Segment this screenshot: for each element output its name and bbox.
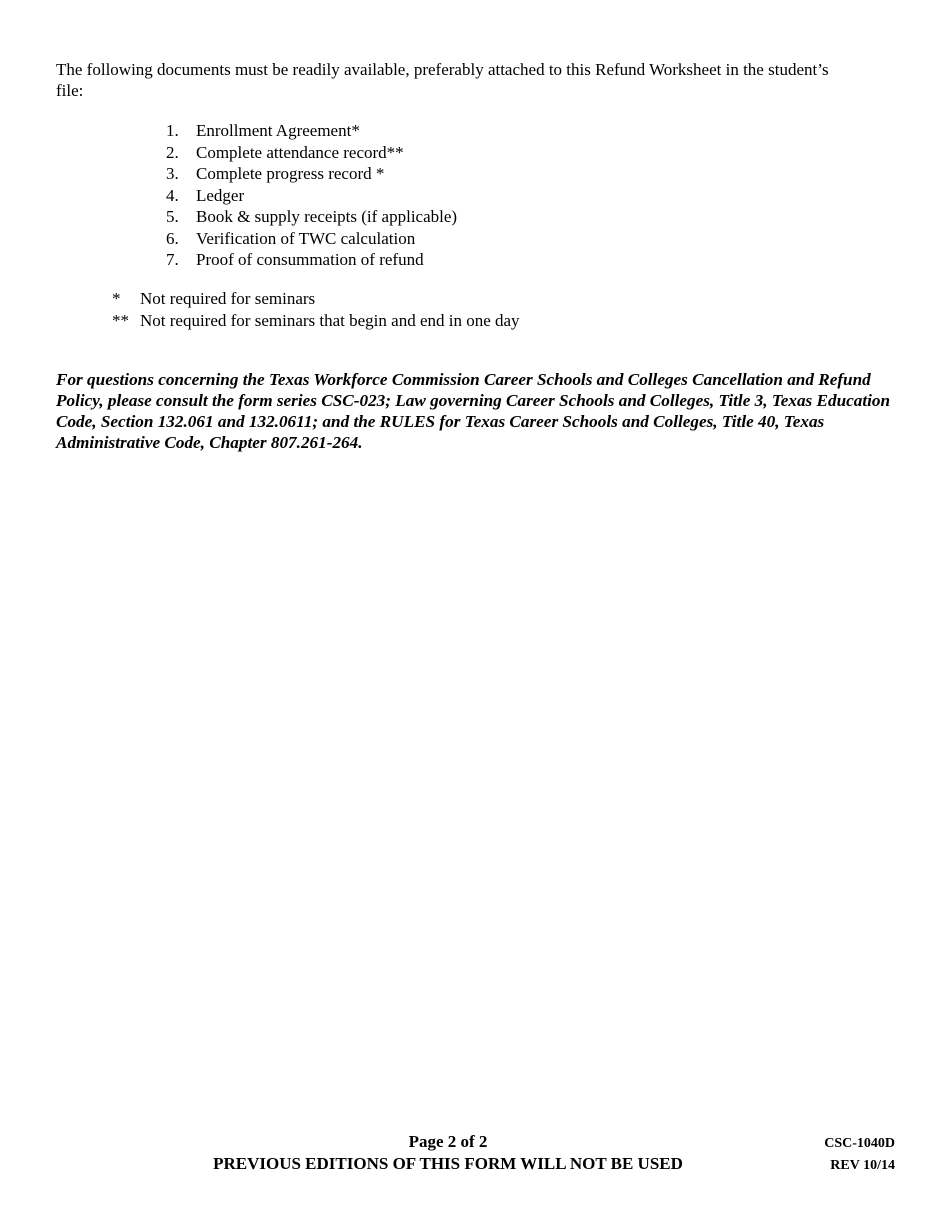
list-item [166, 228, 457, 250]
list-item [166, 206, 457, 228]
list-item-label: Verification of TWC calculation [196, 228, 416, 248]
footnote-text: Not required for seminars that begin and end in one day [140, 311, 520, 330]
form-revision: REV 10/14 [830, 1158, 895, 1173]
list-item-label: Complete attendance record** [196, 142, 404, 162]
footnote [112, 310, 520, 332]
list-item [166, 120, 457, 142]
list-item-number: 4. [166, 185, 179, 205]
list-item [166, 185, 457, 207]
form-id: CSC-1040D [824, 1136, 895, 1151]
policy-reference-paragraph: For questions concerning the Texas Workforce Commission Career Schools and Colleges Cancellation and Refund Policy, please consult the form series CSC-023; Law governing Career Schools and Colleges, Title 3, Texas Education Code, Section 132.061 and 132.0611; and the RULES for Texas Career Schools and Colleges, Title 40, Texas Administrative Code, Chapter 807.261-264. [56, 370, 891, 452]
list-item [166, 249, 457, 271]
list-item-label: Proof of consummation of refund [196, 250, 424, 269]
footnote-mark: ** [112, 311, 129, 330]
list-item-number: 5. [166, 207, 179, 226]
list-item-label: Book & supply receipts (if applicable) [196, 207, 458, 226]
list-item [166, 142, 457, 164]
list-item-number: 3. [166, 164, 179, 183]
required-documents-list [166, 120, 457, 271]
list-item-number: 7. [166, 250, 179, 269]
footnote-text: Not required for seminars [140, 289, 316, 308]
intro-paragraph: The following documents must be readily available, preferably attached to this Refund Worksheet in the student’s file: [56, 60, 829, 100]
form-identifier [790, 1133, 895, 1177]
editions-notice: PREVIOUS EDITIONS OF THIS FORM WILL NOT BE USED [213, 1154, 683, 1173]
page-footer [150, 1131, 746, 1175]
page-number: Page 2 of 2 [408, 1132, 488, 1151]
list-item-number: 6. [166, 228, 179, 248]
footnote-mark: * [112, 289, 121, 308]
footnotes-list [112, 288, 520, 332]
list-item-label: Complete progress record * [196, 164, 385, 183]
list-item-label: Ledger [196, 185, 245, 205]
list-item-number: 2. [166, 142, 179, 162]
footnote [112, 288, 520, 310]
list-item-label: Enrollment Agreement* [196, 121, 360, 140]
list-item-number: 1. [166, 121, 179, 140]
list-item [166, 163, 457, 185]
